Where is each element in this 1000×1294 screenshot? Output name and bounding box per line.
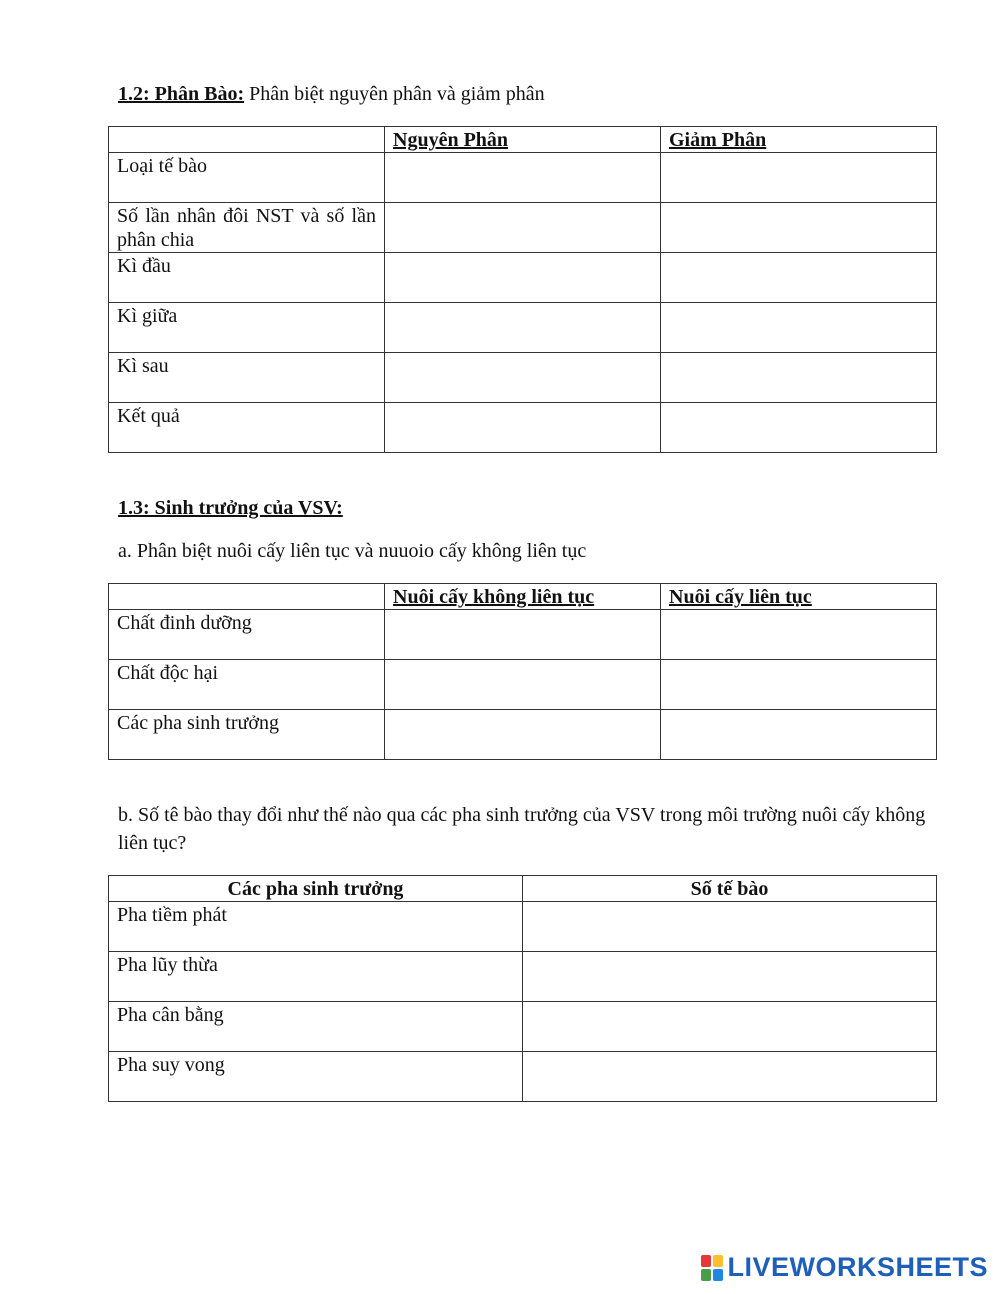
- row-label: Kết quả: [109, 403, 385, 453]
- section-1-2-heading: [118, 82, 545, 106]
- answer-cell[interactable]: [661, 353, 937, 403]
- header-nguyen-phan: Nguyên Phân: [385, 127, 661, 153]
- mitosis-meiosis-table: [108, 126, 937, 453]
- answer-cell[interactable]: [661, 303, 937, 353]
- row-label: Chất độc hại: [109, 660, 385, 710]
- table-row: [109, 710, 937, 760]
- liveworksheets-blocks-icon: [701, 1255, 723, 1281]
- header-giam-phan: Giảm Phân: [661, 127, 937, 153]
- culture-comparison-table: [108, 583, 937, 760]
- logo-block: [701, 1269, 711, 1281]
- row-label: Pha suy vong: [109, 1052, 523, 1102]
- answer-cell[interactable]: [661, 710, 937, 760]
- table-row: [109, 253, 937, 303]
- liveworksheets-logo: [701, 1252, 988, 1283]
- section-1-3-title: 1.3: Sinh trưởng của VSV:: [118, 497, 343, 519]
- table-header-row: [109, 876, 937, 902]
- table-header-row: [109, 584, 937, 610]
- header-continuous-culture: Nuôi cấy liên tục: [661, 584, 937, 610]
- part-b-prompt: b. Số tê bào thay đổi như thế nào qua các pha sinh trưởng của VSV trong môi trường nuôi cấy không liên tục?: [118, 804, 926, 854]
- table-row: [109, 1052, 937, 1102]
- logo-text: LIVEWORKSHEETS: [727, 1252, 988, 1282]
- answer-cell[interactable]: [523, 1002, 937, 1052]
- row-label: Loại tế bào: [109, 153, 385, 203]
- answer-cell[interactable]: [661, 253, 937, 303]
- header-blank: [109, 584, 385, 610]
- table-row: [109, 610, 937, 660]
- answer-cell[interactable]: [385, 660, 661, 710]
- answer-cell[interactable]: [385, 153, 661, 203]
- answer-cell[interactable]: [661, 203, 937, 253]
- row-label: Kì giữa: [109, 303, 385, 353]
- answer-cell[interactable]: [385, 353, 661, 403]
- answer-cell[interactable]: [661, 403, 937, 453]
- logo-block: [713, 1269, 723, 1281]
- header-growth-phases: Các pha sinh trưởng: [109, 876, 523, 902]
- section-1-2-subtitle: Phân biệt nguyên phân và giảm phân: [244, 83, 545, 105]
- answer-cell[interactable]: [385, 253, 661, 303]
- header-cell-count: Số tế bào: [523, 876, 937, 902]
- answer-cell[interactable]: [523, 902, 937, 952]
- table-header-row: [109, 127, 937, 153]
- answer-cell[interactable]: [661, 610, 937, 660]
- row-label: Pha tiềm phát: [109, 902, 523, 952]
- answer-cell[interactable]: [385, 203, 661, 253]
- logo-block: [713, 1255, 723, 1267]
- answer-cell[interactable]: [385, 303, 661, 353]
- row-label: Các pha sinh trưởng: [109, 710, 385, 760]
- row-label: Pha cân bằng: [109, 1002, 523, 1052]
- answer-cell[interactable]: [523, 952, 937, 1002]
- answer-cell[interactable]: [661, 660, 937, 710]
- table-row: [109, 952, 937, 1002]
- answer-cell[interactable]: [385, 710, 661, 760]
- logo-block: [701, 1255, 711, 1267]
- answer-cell[interactable]: [385, 610, 661, 660]
- part-a-prompt: a. Phân biệt nuôi cấy liên tục và nuuoio cấy không liên tục: [118, 540, 587, 562]
- answer-cell[interactable]: [661, 153, 937, 203]
- table-row: [109, 153, 937, 203]
- answer-cell[interactable]: [523, 1052, 937, 1102]
- table-row: [109, 1002, 937, 1052]
- table-row: [109, 353, 937, 403]
- header-batch-culture: Nuôi cấy không liên tục: [385, 584, 661, 610]
- section-1-2-title: 1.2: Phân Bào:: [118, 83, 245, 105]
- row-label: Số lần nhân đôi NST và số lần phân chia: [109, 203, 385, 253]
- answer-cell[interactable]: [385, 403, 661, 453]
- table-row: [109, 203, 937, 253]
- table-row: [109, 403, 937, 453]
- table-row: [109, 303, 937, 353]
- row-label: Chất đinh dưỡng: [109, 610, 385, 660]
- header-blank: [109, 127, 385, 153]
- table-row: [109, 902, 937, 952]
- section-1-3-heading: [118, 496, 343, 520]
- row-label: Pha lũy thừa: [109, 952, 523, 1002]
- growth-phase-table: [108, 875, 937, 1102]
- row-label: Kì đầu: [109, 253, 385, 303]
- table-row: [109, 660, 937, 710]
- row-label: Kì sau: [109, 353, 385, 403]
